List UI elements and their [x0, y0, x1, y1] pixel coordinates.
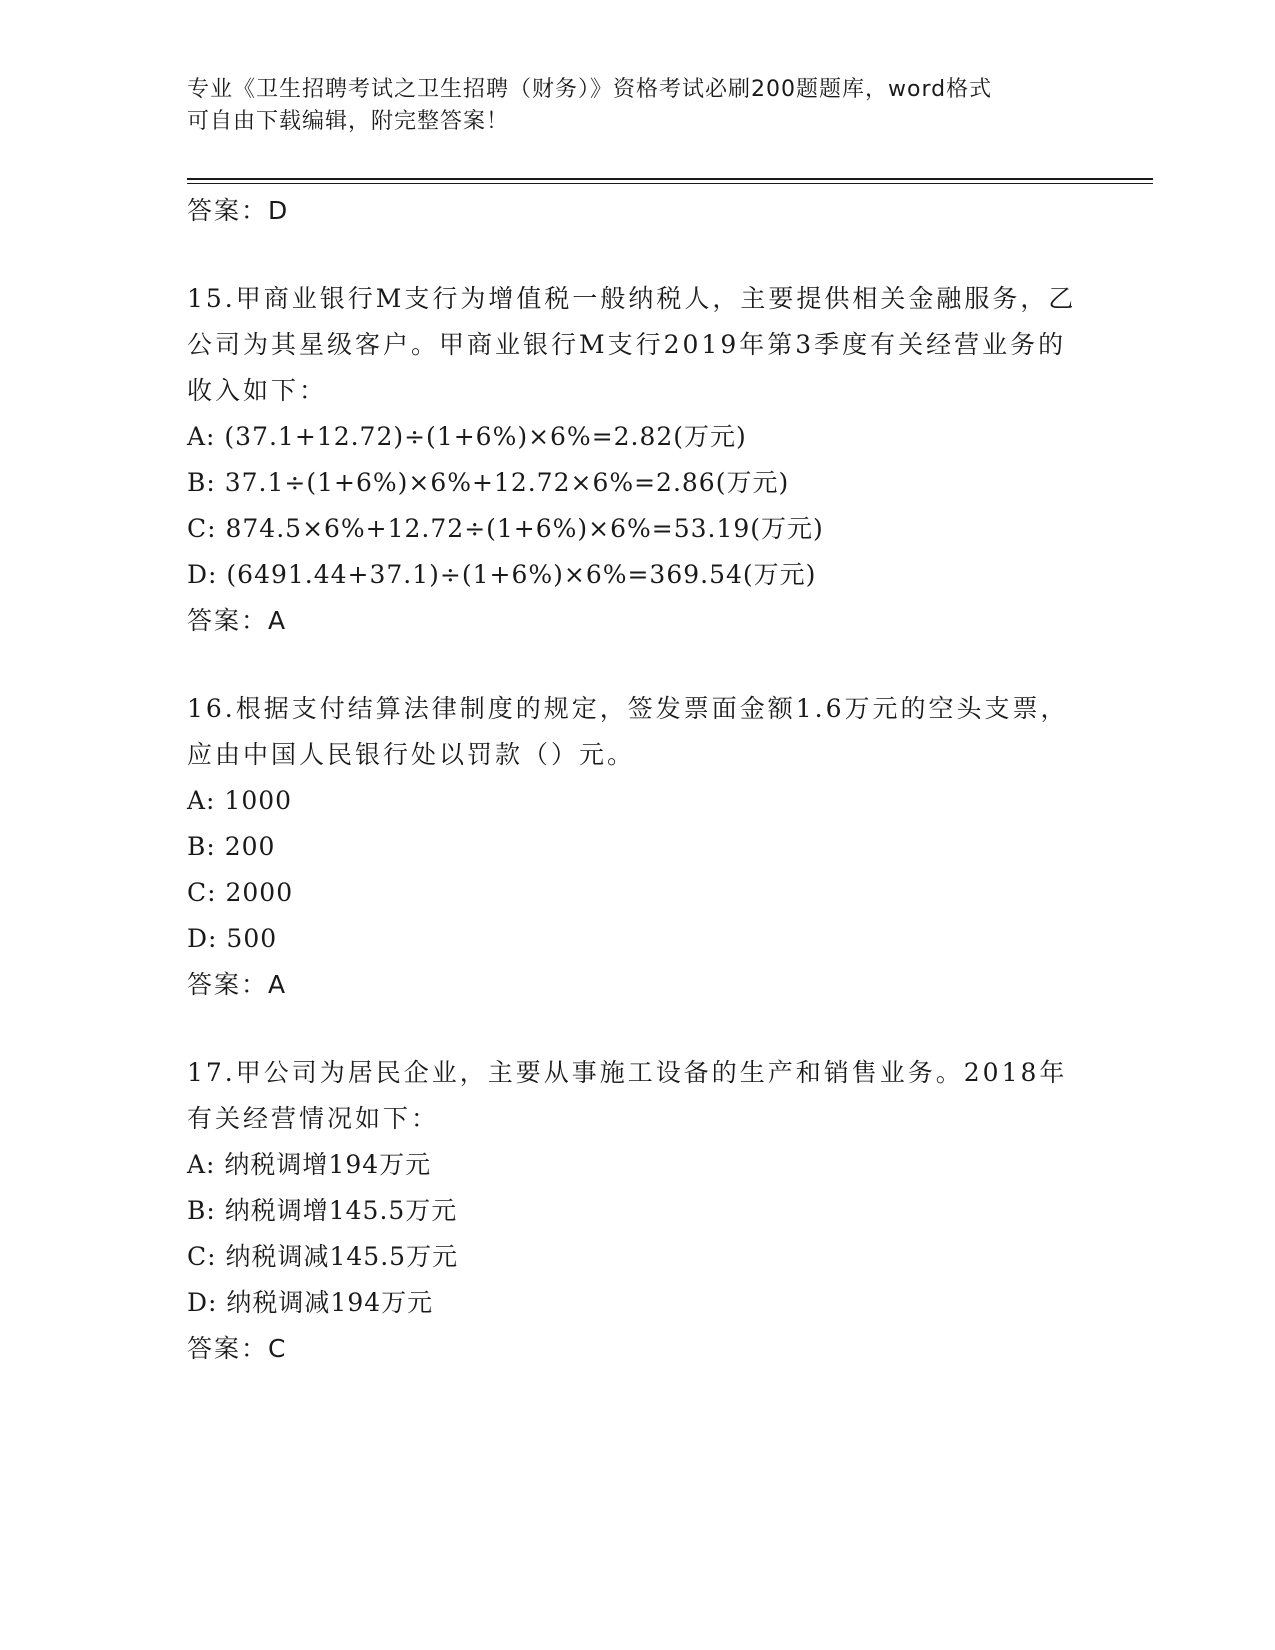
answer-line: 答案：A: [187, 970, 288, 999]
question-text: 17.甲公司为居民企业，主要从事施工设备的生产和销售业务。2018年有关经营情况如下：: [187, 1058, 1068, 1133]
question-text: 15.甲商业银行M支行为增值税一般纳税人，主要提供相关金融服务，乙公司为其星级客户。甲商业银行M支行2019年第3季度有关经营业务的收入如下：: [187, 284, 1077, 405]
option-d: D: 纳税调减194万元: [187, 1288, 434, 1317]
option-a: A: (37.1+12.72)÷(1+6%)×6%=2.82(万元): [187, 422, 747, 451]
answer-line: 答案：D: [187, 196, 290, 225]
option-a: A: 纳税调增194万元: [187, 1150, 432, 1179]
option-c: C: 874.5×6%+12.72÷(1+6%)×6%=53.19(万元): [187, 514, 824, 543]
option-c: C: 纳税调减145.5万元: [187, 1242, 459, 1271]
header-divider-thin: [187, 183, 1153, 184]
question-16: [187, 686, 1087, 1008]
question-text: 16.根据支付结算法律制度的规定，签发票面金额1.6万元的空头支票，应由中国人民银行处以罚款（）元。: [187, 694, 1069, 769]
question-15: [187, 276, 1087, 644]
header-line-1: 专业《卫生招聘考试之卫生招聘（财务）》资格考试必刷200题题库，word格式: [187, 77, 993, 102]
answer-line: 答案：A: [187, 606, 288, 635]
document-header: [187, 74, 1067, 138]
option-b: B: 200: [187, 832, 276, 861]
document-body: [187, 188, 1087, 1372]
header-line-2: 可自由下载编辑，附完整答案！: [187, 109, 510, 134]
option-b: B: 37.1÷(1+6%)×6%+12.72×6%=2.86(万元): [187, 468, 790, 497]
option-b: B: 纳税调增145.5万元: [187, 1196, 458, 1225]
answer-line: 答案：C: [187, 1334, 288, 1363]
option-d: D: 500: [187, 924, 278, 953]
option-a: A: 1000: [187, 786, 293, 815]
option-c: C: 2000: [187, 878, 294, 907]
question-17: [187, 1050, 1087, 1372]
option-d: D: (6491.44+37.1)÷(1+6%)×6%=369.54(万元): [187, 560, 817, 589]
header-divider-thick: [187, 178, 1153, 180]
